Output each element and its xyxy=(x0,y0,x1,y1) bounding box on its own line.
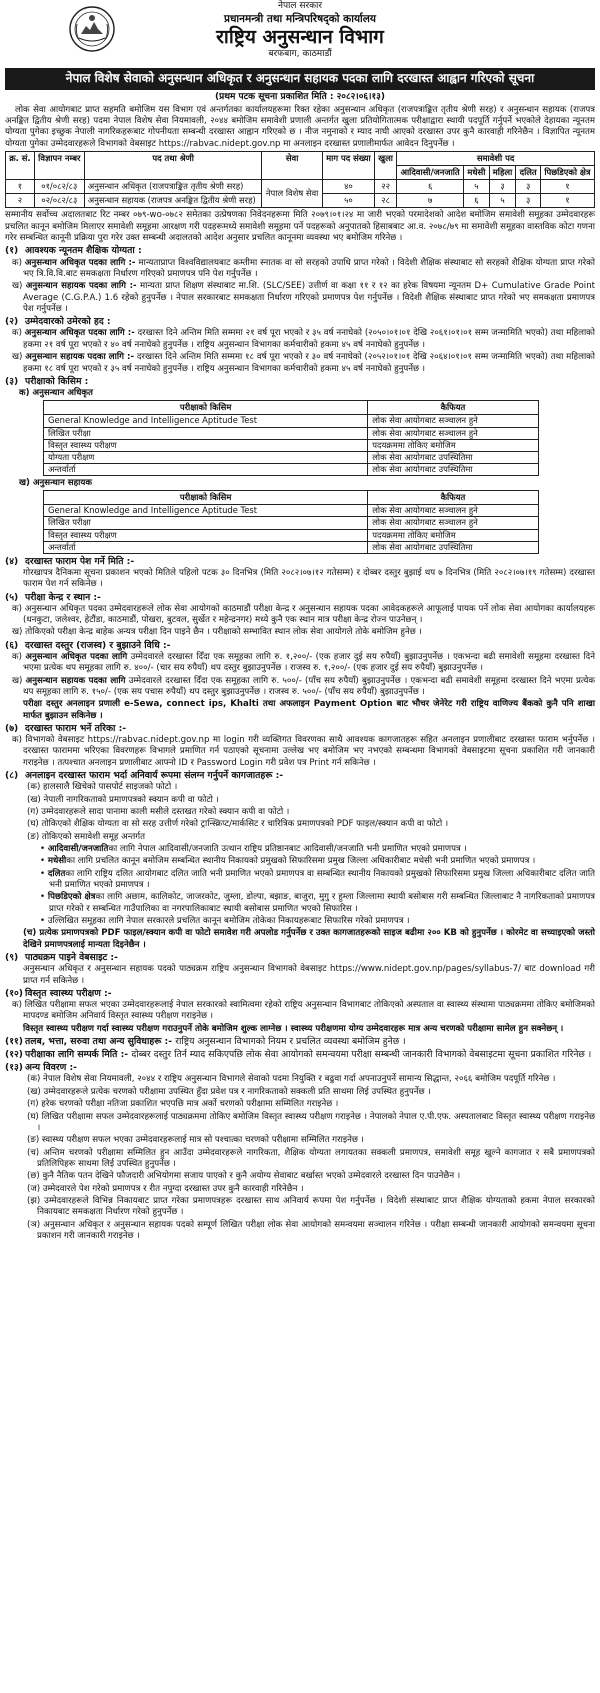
table-row xyxy=(44,451,539,463)
col-remarks: कैफियत xyxy=(368,401,538,415)
item-text: तोकिएको समावेशी समूह अन्तर्गत xyxy=(41,831,146,842)
cell-women: ३ xyxy=(489,180,516,194)
cell-remarks: लोक सेवा आयोगबाट सञ्चालन हुने xyxy=(368,415,538,427)
cell-remarks: लोक सेवा आयोगबाट सञ्चालन हुने xyxy=(368,517,538,529)
cell-madhesi: ६ xyxy=(464,194,489,208)
section-number: (१२) xyxy=(5,1049,23,1061)
cell-service: नेपाल विशेष सेवा xyxy=(262,180,322,208)
cell-adiwasi: ६ xyxy=(397,180,464,194)
item-text: उम्मेदवारले दरखास्त दिँदा एक समूहका लागि रु. ५००/- (पाँच सय रुपैयाँ) बुझाउनुपर्नेछ । एकभन्दा बढी समावेशी समूहमा दरखास्त दिने भएमा प्रत्येक थप समूहका लागि रु. १५०/- (एक सय पचास रुपैयाँ) थप दस्तुर बुझाउनुपर्नेछ । राजस्व रु. ५००/- (पाँच सय रुपैयाँ) बुझाउनुपर्नेछ । xyxy=(23,675,596,697)
section-other-heading xyxy=(5,1062,595,1074)
list-item xyxy=(5,1184,595,1195)
item-text: अनुसन्धान अधिकृत र अनुसन्धान सहायक पदको सम्पूर्ण लिखित परीक्षा लोक सेवा आयोगको समन्वयमा सञ्चालन गरिनेछ । परीक्षा सम्बन्धी जानकारी आयोगको समन्वयमा सूचना प्रकाशन गरी जानकारी गराइनेछ । xyxy=(37,1219,596,1241)
list-item xyxy=(5,782,595,793)
section-number: (१०) xyxy=(5,987,23,999)
publication-date: (प्रथम पटक सूचना प्रकाशित मिति : २०८२।०६।१३) xyxy=(215,91,385,102)
item-text: उम्मेदवारहरूले प्रत्येक चरणको परीक्षामा उपस्थित हुँदा प्रवेश पत्र र नागरिकताको सक्कली प्रति साथमा लिई उपस्थित हुनुपर्नेछ । xyxy=(43,1086,431,1097)
item-label: (क) xyxy=(27,782,41,793)
list-item xyxy=(5,807,595,818)
section-deadline-heading xyxy=(5,556,595,568)
item-label: क) xyxy=(12,603,22,614)
item-text: का लागि प्रचलित कानून बमोजिम सम्बन्धित स्थानीय निकायको प्रमुखको सिफारिसमा प्रमुख जिल्ला अधिकारीबाट मधेसी भनी प्रमाणित भएको प्रमाणपत्र । xyxy=(66,856,536,867)
item-text: तोकिएको परीक्षा केन्द्र बाहेक अन्यत्र परीक्षा दिन पाइने छैन । परीक्षाको सम्भावित स्थान लोक सेवा आयोगले तोके बमोजिम हुनेछ । xyxy=(25,627,422,638)
list-item xyxy=(5,352,595,375)
section-number: (१) xyxy=(5,245,19,257)
section-title: दरखास्त फाराम भर्ने तरिका :- xyxy=(25,722,127,734)
col-post: पद तथा श्रेणी xyxy=(84,152,262,180)
item-label: क) xyxy=(12,328,22,339)
cell-ad-no: ०२/०८२/८३ xyxy=(34,194,84,208)
list-item: • मधेसीका लागि प्रचलित कानून बमोजिम सम्बन्धित स्थानीय निकायको प्रमुखको सिफारिसमा प्रमुख जिल्ला अधिकारीबाट मधेसी भनी प्रमाणित भएको प्रमाणपत्र । xyxy=(40,856,536,867)
col-inclusive: समावेशी पद xyxy=(397,152,595,166)
item-text: का लागि अछाम, कालिकोट, जाजरकोट, जुम्ला, डोल्पा, बझाङ, बाजुरा, मुगु र हुम्ला जिल्लामा स्थायी बसोबास गरी सम्बन्धित जिल्लाबाट नै नागरिकताको प्रमाणपत्र प्राप्त गरेको र सम्बन्धित गाउँपालिका वा नगरपालिकाबाट स्थायी बसोबास प्रमाणित भएको सिफारिस । xyxy=(49,892,595,914)
item-text: उम्मेदवारहरूले सादा पानामा काली मसीले दस्तखत गरेको स्क्यान कपी वा फोटो । xyxy=(41,806,290,817)
section-number: (९) xyxy=(5,952,19,964)
section-exam-heading xyxy=(5,376,595,388)
item-text: मान्यता प्राप्त शिक्षण संस्थाबाट मा.शि. (SLC/SEE) उत्तीर्ण वा कक्षा ११ र १२ का हरेक विषयमा न्यूनतम D+ Cumulative Grade Point Average (C.G.P.A.) 1.6 रहेको हुनुपर्नेछ । नेपाल सरकारबाट समकक्षता निर्धारण गरिएको प्रमाणपत्र पेश गर्नुपर्नेछ । विदेशी शैक्षिक संस्थाबाट प्राप्त गरेको भए समकक्षता प्रमाणपत्र पेश गर्नुपर्नेछ । xyxy=(23,281,596,314)
item-text: कुनै नैतिक पतन देखिने फौजदारी अभियोगमा सजाय पाएको र कुनै अयोग्य सेवाबाट बर्खास्त भएको उम्मेदवारले दरखास्त दिन पाउनेछैन । xyxy=(42,1171,461,1182)
item-text: विभागको वेबसाइट https://rabvac.nidept.gov.np मा login गरी व्यक्तिगत विवरणका साथै आवश्यक कागजातहरू सहित अनलाइन प्रणालीबाट दरखास्त फाराम भर्नुपर्नेछ । दरखास्त फाराममा भरिएका विवरणहरू विभागले प्रमाणित गर्न पठाएको सूचनामा उल्लेख भए बमोजिम भए नभएको सम्बन्धमा विभागको वेबसाइटमा सूचना प्रकाशित गरी जानकारी गराइनेछ । तत्पश्चात अनलाइन प्रणालीबाट आफ्नो ID र Password Login गरी प्रवेश पत्र Print गर्न सकिनेछ । xyxy=(23,735,595,768)
item-label: क) xyxy=(19,388,30,398)
item-label: ख) xyxy=(12,627,23,638)
section-number: (१३) xyxy=(5,1062,23,1074)
item-label: ख) xyxy=(19,477,30,488)
col-remarks: कैफियत xyxy=(368,491,538,505)
cell-remarks: लोक सेवा आयोगबाट सञ्चालन हुने xyxy=(368,505,538,517)
list-item xyxy=(5,1099,595,1110)
cell-dalit: ३ xyxy=(516,194,540,208)
list-item xyxy=(5,832,595,843)
list-item xyxy=(5,1000,595,1023)
section-title: पाठ्यक्रम पाइने वेबसाइट :- xyxy=(25,952,118,964)
exam-officer-table xyxy=(43,400,539,476)
section-qualification-heading xyxy=(5,245,595,257)
item-label: (छ) xyxy=(27,1171,40,1182)
table-row xyxy=(44,541,539,553)
item-head: अनुसन्धान सहायक पदका लागि :- xyxy=(25,281,137,292)
section-title: अनलाइन दरखास्त फाराम भर्दा अनिवार्य रूपमा संलग्न गर्नुपर्ने कागजातहरू :- xyxy=(25,770,284,782)
col-exam-type: परीक्षाको किसिम xyxy=(44,401,368,415)
section-title: परीक्षा केन्द्र र स्थान :- xyxy=(25,591,101,603)
item-label: (ङ) xyxy=(27,831,40,842)
cell-exam-type: लिखित परीक्षा xyxy=(44,517,368,529)
item-text: हालसालै खिचेको पासपोर्ट साइजको फोटो । xyxy=(43,782,178,793)
item-label: (क) xyxy=(27,1074,41,1085)
item-label: क) xyxy=(12,257,22,268)
list-item xyxy=(5,652,595,675)
cell-exam-type: General Knowledge and Intelligence Aptitude Test xyxy=(44,505,368,517)
table-row xyxy=(44,505,539,517)
cell-madhesi: ५ xyxy=(464,180,489,194)
section-title: तलब, भत्ता, सरुवा तथा अन्य सुविधाहरू :- xyxy=(25,1036,173,1048)
list-item xyxy=(5,1220,595,1243)
list-item xyxy=(5,258,595,281)
list-item xyxy=(5,328,595,351)
list-item xyxy=(5,627,595,638)
section-number: (२) xyxy=(5,316,19,328)
item-head: दलित xyxy=(47,868,66,879)
salary-text: राष्ट्रिय अनुसन्धान विभागको नियम र प्रचलित व्यवस्था बमोजिम हुनेछ । xyxy=(175,1036,406,1048)
col-women: महिला xyxy=(489,166,516,180)
item-text: अनुसन्धान अधिकृत पदका उम्मेदवारहरूले लोक सेवा आयोगको काठमाडौं परीक्षा केन्द्र र अनुसन्धान सहायक पदका आवेदकहरूले आफूलाई पायक पर्ने लोक सेवा आयोगका कार्यालयहरू (धनकुटा, जलेश्वर, हेटौंडा, काठमाडौं, पोखरा, बुटवल, सुर्खेत र महेन्द्रनगर) मध्ये कुनै एक स्थान मात्र परीक्षा केन्द्र रोज्न पाउनेछन् । xyxy=(23,603,596,626)
deadline-text: गोरखापत्र दैनिकमा सूचना प्रकाशन भएको मितिले पहिलो पटक ३० दिनभित्र (मिति २०८२।०७।१२ गतेसम्म) र दोब्बर दस्तुर बुझाई थप ७ दिनभित्र (मिति २०८२।०७।१९ गतेसम्म) दरखास्त फाराम पेश गर्न सकिनेछ । xyxy=(23,567,595,590)
table-row xyxy=(44,529,539,541)
section-number: (४) xyxy=(5,555,19,567)
item-text: हरेक चरणको परीक्षा नतिजा प्रकाशित भएपछि मात्र अर्को चरणको परीक्षामा सम्मिलित गराइनेछ । xyxy=(41,1099,339,1110)
col-dalit: दलित xyxy=(516,166,540,180)
item-label: (ञ) xyxy=(27,1219,41,1230)
cell-remarks: पदयक्रममा तोकिए बमोजिम xyxy=(368,439,538,451)
office-name: प्रधानमन्त्री तथा मन्त्रिपरिषद्‌को कार्यालय xyxy=(224,12,376,25)
list-item xyxy=(5,281,595,315)
cell-remarks: लोक सेवा आयोगबाट उपस्थितिमा xyxy=(368,541,538,553)
list-item xyxy=(5,819,595,830)
exam-assistant-table xyxy=(43,490,539,553)
section-title: दरखास्त फाराम पेश गर्ने मिति :- xyxy=(25,555,135,567)
item-text: उल्लिखित समूहका लागि नेपाल सरकारले प्रचलित कानून बमोजिम तोकेका निकायहरूबाट सिफारिस गरेको प्रमाणपत्र । xyxy=(47,916,410,927)
item-head: अनुसन्धान सहायक xyxy=(32,477,92,488)
item-label: (घ) xyxy=(27,1111,39,1122)
section-fee-heading xyxy=(5,640,595,652)
cell-exam-type: अन्तर्वार्ता xyxy=(44,541,368,553)
item-text: का लागि राष्ट्रिय दलित आयोगबाट दलित जाति भनी प्रमाणित भएको प्रमाणपत्र वा सम्बन्धित स्थानीय निकायको प्रमुखको सिफारिसमा प्रमुख जिल्ला अधिकारीबाट दलित जाति भनी प्रमाणित भएको प्रमाणपत्र । xyxy=(49,868,595,890)
list-item xyxy=(5,604,595,627)
table-row xyxy=(44,439,539,451)
item-text: अन्तिम चरणको परीक्षामा सम्मिलित हुन आउँदा उम्मेदवारहरूले नागरिकता, शैक्षिक योग्यता लगायतका सक्कली प्रमाणपत्र, समावेशी समूह खुल्ने कागजात र सबै प्रमाणपत्रको प्रतिलिपिहरू साथमा लिई उपस्थित हुनुपर्नेछ । xyxy=(37,1147,596,1169)
item-head: अनुसन्धान सहायक पदका लागि xyxy=(25,675,126,686)
section-number: (७) xyxy=(5,722,19,734)
item-label: (ख) xyxy=(27,1086,41,1097)
item-label: क) xyxy=(12,651,22,662)
item-label: (झ) xyxy=(27,1195,41,1206)
section-title: अन्य विवरण :- xyxy=(25,1062,77,1074)
section-number: (११) xyxy=(5,1036,23,1048)
item-text: स्वास्थ्य परीक्षण सफल भएका उम्मेदवारहरूलाई मात्र सो पश्चात्का चरणको परीक्षामा सम्मिलित गराइनेछ । xyxy=(41,1135,364,1146)
item-label: ख) xyxy=(12,675,23,686)
list-item xyxy=(5,1087,595,1098)
letterhead xyxy=(5,0,595,64)
col-backward: पिछडिएको क्षेत्र xyxy=(540,166,594,180)
section-title: विस्तृत स्वास्थ्य परीक्षण :- xyxy=(25,987,112,999)
item-head: पिछडिएको क्षेत्र xyxy=(47,892,96,903)
table-row xyxy=(44,463,539,475)
item-head: अनुसन्धान अधिकृत पदका लागि xyxy=(25,651,128,662)
cell-post: अनुसन्धान सहायक (राजपत्र अनङ्कित द्वितीय श्रेणी सरह) xyxy=(84,194,262,208)
cell-sn: १ xyxy=(6,180,35,194)
item-label: ख) xyxy=(12,352,23,363)
section-number: (८) xyxy=(5,770,19,782)
table-row xyxy=(44,427,539,439)
item-text: लिखित परीक्षामा सफल भएका उम्मेदवारहरूलाई नेपाल सरकारको स्वामित्वमा रहेको राष्ट्रिय अनुसन्धान विभागबाट तोकिएको अस्पताल वा स्वास्थ्य संस्थामा पाठ्यक्रममा तोकिए बमोजिमको मापदण्ड बमोजिम अनिवार्य विस्तृत स्वास्थ्य परीक्षण गराइनेछ । xyxy=(23,1000,595,1022)
cell-exam-type: लिखित परीक्षा xyxy=(44,427,368,439)
section-title: परीक्षाको किसिम : xyxy=(25,375,89,387)
col-sn: क्र. सं. xyxy=(6,152,35,180)
col-adiwasi: आदिवासी/जनजाति xyxy=(397,166,464,180)
item-label: (ग) xyxy=(27,806,39,817)
exam-officer-title xyxy=(5,388,595,399)
item-head: अनुसन्धान अधिकृत xyxy=(32,388,93,398)
address: बरफबाग, काठमाडौं xyxy=(268,48,332,59)
col-ad-no: विज्ञापन नम्बर xyxy=(34,152,84,180)
item-label: (ज) xyxy=(27,1183,41,1194)
col-demand: माग पद संख्या xyxy=(322,152,374,180)
nepal-emblem-icon xyxy=(67,4,117,54)
list-item xyxy=(5,1074,595,1085)
section-contact-heading xyxy=(5,1049,595,1061)
section-title: दरखास्त दस्तुर (राजस्व) र बुझाउने विधि :- xyxy=(25,639,171,651)
item-label: ख) xyxy=(12,281,23,292)
col-exam-type: परीक्षाको किसिम xyxy=(44,491,368,505)
health-note: विस्तृत स्वास्थ्य परीक्षण गर्दा स्वास्थ्य परीक्षण गराउनुपर्ने तोके बमोजिम शुल्क लाग्नेछ । स्वास्थ्य परीक्षणमा योग्य उम्मेदवारहरू मात्र अन्य चरणको परीक्षामा सामेल हुन सक्नेछन् । xyxy=(23,1023,564,1034)
item-text: नेपाली नागरिकताको प्रमाणपत्रको स्क्यान कपी वा फोटो । xyxy=(43,794,219,805)
contact-text: दोब्बर दस्तुर तिर्न म्याद सकिएपछि लोक सेवा आयोगको समन्वयमा परीक्षा सम्बन्धी जानकारी विभागको वेबसाइटमा सूचना प्रकाशित गरिनेछ । xyxy=(131,1049,592,1061)
item-head: अनुसन्धान अधिकृत पदका लागि :- xyxy=(24,257,136,268)
court-note: सम्मानीय सर्वोच्च अदालतबाट रिट नम्बर ०७९-wo-०७८२ समेतका उत्प्रेषणका निवेदनहरूमा मिति २०७९।०१।२४ मा जारी भएको परमादेशको आदेश बमोजिम समावेशी समूहका उम्मेदवारहरू प्रचलित कानून बमोजिम मिलाएर समावेशी समूहमा आरक्षण गरी पदहरूमध्ये समावेशी समूहमा पर्ने पदहरूको अनुपातको हिसाबबाट आ.व. २०७८/७९ मा समावेशी समूहका वास्तविक कोटा गणना गरेर सम्बन्धित कानूनी प्रक्रिया पुरा गरेर उक्त सम्बन्धी अदालतको आदेश अनुसार प्रचलित कानूनमा व्यवस्था भए बमोजिम गरिनेछ । xyxy=(5,210,595,244)
cell-dalit: ३ xyxy=(516,180,540,194)
section-title: उम्मेदवारको उमेरको हद : xyxy=(25,316,111,328)
col-service: सेवा xyxy=(262,152,322,180)
cell-women: ५ xyxy=(489,194,516,208)
list-item xyxy=(5,1112,595,1135)
section-syllabus-heading xyxy=(5,952,595,964)
item-label: क) xyxy=(12,735,22,746)
item-label: (ख) xyxy=(27,794,41,805)
section-title: परीक्षाका लागि सम्पर्क मिति :- xyxy=(25,1049,129,1061)
item-text: नेपाल विशेष सेवा नियमावली, २०४४ र राष्ट्रिय अनुसन्धान विभागले सेवाको पदमा नियुक्ति र बढुवा गर्दा अपनाउनुपर्ने सामान्य सिद्धान्त, २०६६ बमोजिम पदपूर्ति गरिनेछ । xyxy=(43,1074,556,1085)
cell-remarks: लोक सेवा आयोगबाट उपस्थितिमा xyxy=(368,451,538,463)
payment-note: परीक्षा दस्तुर अनलाइन प्रणाली e-Sewa, connect ips, Khalti तथा अफलाइन Payment Option बाट भौचर जेनेरेट गरी राष्ट्रिय वाणिज्य बैंकको कुनै पनि शाखा मार्फत बुझाउन सकिनेछ । xyxy=(23,699,595,721)
section-health-heading xyxy=(5,988,595,1000)
section-howto-heading xyxy=(5,723,595,735)
cell-demand: ५० xyxy=(322,194,374,208)
item-text: दरखास्त दिने अन्तिम मिति सम्ममा २१ वर्ष पूरा भएको र ३५ वर्ष ननाघेको (२०५०।०१।०१ देखि २०६१।०१।०१ सम्म जन्मामिति भएको) तथा महिलाको हकमा २१ वर्ष पूरा भएको र ४० वर्ष ननाघेको हुनुपर्नेछ । राष्ट्रिय अनुसन्धान विभागका कर्मचारीको हकमा ४५ वर्ष ननाघेको हुनुपर्नेछ । xyxy=(23,328,596,350)
item-text: दरखास्त दिने अन्तिम मिति सम्ममा १८ वर्ष पूरा भएको र ३० वर्ष ननाघेको (२०५२।०१।०१ देखि २०६४।०१।०१ सम्म जन्मामिति भएको) तथा महिलाको हकमा १८ वर्ष पूरा भएको र ३५ वर्ष ननाघेको हुनुपर्नेछ । राष्ट्रिय अनुसन्धान विभागका कर्मचारीको हकमा ४५ वर्ष ननाघेको हुनुपर्नेछ । xyxy=(23,352,595,374)
col-madhesi: मधेसी xyxy=(464,166,489,180)
section-number: (३) xyxy=(5,375,19,387)
item-label: (घ) xyxy=(27,819,39,830)
cell-backward: १ xyxy=(540,194,594,208)
list-item xyxy=(5,1196,595,1219)
item-text: उम्मेदवारले पेश गरेको प्रमाणपत्र र रीत नपुग्दा दरखास्त उपर कुनै कारवाही गरिनेछैन । xyxy=(42,1183,304,1194)
table-row xyxy=(6,180,595,194)
item-text: मान्यताप्राप्त विश्वविद्यालयबाट कम्तीमा स्नातक वा सो सरहको उपाधि प्राप्त गरेको । विदेशी शैक्षिक संस्थाबाट सो सरहको शैक्षिक योग्यता प्राप्त गरेको भए त्रि.वि.वि.बाट समकक्षता निर्धारण गरिएको प्रमाणपत्र पनि पेश गर्नुपर्नेछ । xyxy=(23,257,596,279)
cell-backward: १ xyxy=(540,180,594,194)
list-item: • पिछडिएको क्षेत्रका लागि अछाम, कालिकोट, जाजरकोट, जुम्ला, डोल्पा, बझाङ, बाजुरा, मुगु र हुम्ला जिल्लामा स्थायी बसोबास गरी सम्बन्धित जिल्लाबाट नै नागरिकताको प्रमाणपत्र प्राप्त गरेको र सम्बन्धित गाउँपालिका वा नगरपालिकाबाट स्थायी बसोबास प्रमाणित भएको सिफारिस । xyxy=(40,892,595,914)
government-name: नेपाल सरकार xyxy=(277,1,323,11)
item-text: का लागि नेपाल आदिवासी/जनजाति उत्थान राष्ट्रिय प्रतिष्ठानबाट आदिवासी/जनजाति भनी प्रमाणित भएको प्रमाणपत्र । xyxy=(108,843,467,854)
exam-assistant-title xyxy=(5,478,595,489)
item-label: (ग) xyxy=(27,1099,39,1110)
section-center-heading xyxy=(5,592,595,604)
cell-exam-type: अन्तर्वार्ता xyxy=(44,463,368,475)
list-item xyxy=(5,1148,595,1171)
section-age-heading xyxy=(5,316,595,328)
list-item xyxy=(5,676,595,699)
table-row xyxy=(44,517,539,529)
section-title: आवश्यक न्यूनतम शैक्षिक योग्यता : xyxy=(25,245,142,257)
list-item: • उल्लिखित समूहका लागि नेपाल सरकारले प्रचलित कानून बमोजिम तोकेका निकायहरूबाट सिफारिस गरेको प्रमाणपत्र । xyxy=(40,916,410,927)
table-row xyxy=(44,415,539,427)
cell-open: २२ xyxy=(375,180,397,194)
cell-remarks: लोक सेवा आयोगबाट सञ्चालन हुने xyxy=(368,427,538,439)
col-open: खुला xyxy=(375,152,397,180)
cell-open: २८ xyxy=(375,194,397,208)
item-label: क) xyxy=(12,1000,22,1011)
section-docs-heading xyxy=(5,770,595,782)
cell-exam-type: विस्तृत स्वास्थ्य परीक्षण xyxy=(44,439,368,451)
cell-exam-type: योग्यता परीक्षण xyxy=(44,451,368,463)
department-name: राष्ट्रिय अनुसन्धान विभाग xyxy=(216,25,384,48)
intro-paragraph: लोक सेवा आयोगबाट प्राप्त सहमति बमोजिम यस विभाग एवं अन्तर्गतका कार्यालयहरूमा रिक्त रहेका अनुसन्धान अधिकृत (राजपत्राङ्कित तृतीय श्रेणी सरह) र अनुसन्धान सहायक (राजपत्र अनङ्कित द्वितीय श्रेणी सरह) पदमा नेपाल विशेष सेवा नियमावली, २०४४ बमोजिम समावेशी प्रणाली अन्तर्गत खुला प्रतियोगितात्मक परीक्षाद्वारा स्थायी पदपूर्ति गर्नुपर्ने भएकोले देहायका न्यूनतम योग्यता पुगेका इच्छुक नेपाली नागरिकहरूबाट गोपनीयता सम्बन्धी दरखास्त आह्वान गरिएको छ । नीज नमुनाको र म्याद नाघी आएको दरखास्त उपर कुनै कारवाही गरिनेछैन । विज्ञापित न्यूनतम योग्यता पुगेका उम्मेदवारहरूले विभागको वेबसाइट https://rabvac.nidept.gov.np मा अनलाइन दरखास्त प्रणालीमार्फत आवेदन दिनुपर्नेछ । xyxy=(5,104,595,149)
item-head: आदिवासी/जनजाति xyxy=(47,843,109,854)
item-text: तोकिएको शैक्षिक योग्यता वा सो सरह उत्तीर्ण गरेको ट्रान्स्क्रिप्ट/मार्कसिट र चारित्रिक प्रमाणपत्रको PDF फाइल/स्क्यान कपी वा फोटो । xyxy=(41,819,449,830)
list-item xyxy=(5,795,595,806)
item-head: अनुसन्धान सहायक पदका लागि :- xyxy=(25,352,135,363)
item-text: उम्मेदवारले दरखास्त दिँदा एक समूहका लागि रु. १,२००/- (एक हजार दुई सय रुपैयाँ) बुझाउनुपर्नेछ । एकभन्दा बढी समावेशी समूहमा दरखास्त दिने भएमा प्रत्येक थप समूहका लागि रु. ४००/- (चार सय रुपैयाँ) थप दस्तुर बुझाउनुपर्नेछ । राजस्व रु. १,२००/- (एक हजार दुई सय रुपैयाँ) बुझाउनुपर्नेछ । xyxy=(23,651,596,674)
list-item: • दलितका लागि राष्ट्रिय दलित आयोगबाट दलित जाति भनी प्रमाणित भएको प्रमाणपत्र वा सम्बन्धित स्थानीय निकायको प्रमुखको सिफारिसमा प्रमुख जिल्ला अधिकारीबाट दलित जाति भनी प्रमाणित भएको प्रमाणपत्र । xyxy=(40,868,595,890)
item-label: (ङ) xyxy=(27,1135,40,1146)
section-salary-heading xyxy=(5,1036,595,1048)
list-item xyxy=(5,735,595,769)
vacancy-table xyxy=(5,151,595,208)
docs-note: (च) प्रत्येक प्रमाणपत्रको PDF फाइल/स्क्यान कपी वा फोटो समावेश गरी अपलोड गर्नुपर्नेछ र उक्त कागजातहरूको साइज बढीमा २०० KB को हुनुपर्नेछ । कोरमेट वा सच्याइएको जस्तो देखिने प्रमाणपत्रलाई मान्यता दिइनेछैन । xyxy=(23,928,595,950)
cell-remarks: लोक सेवा आयोगबाट उपस्थितिमा xyxy=(368,463,538,475)
list-item xyxy=(5,1171,595,1182)
list-item xyxy=(5,1135,595,1146)
cell-post: अनुसन्धान अधिकृत (राजपत्राङ्कित तृतीय श्रेणी सरह) xyxy=(84,180,262,194)
list-item: • आदिवासी/जनजातिका लागि नेपाल आदिवासी/जनजाति उत्थान राष्ट्रिय प्रतिष्ठानबाट आदिवासी/जनजाति भनी प्रमाणित भएको प्रमाणपत्र । xyxy=(40,843,467,854)
section-number: (५) xyxy=(5,591,19,603)
item-head: अनुसन्धान अधिकृत पदका लागि :- xyxy=(24,328,135,339)
section-number: (६) xyxy=(5,639,19,651)
cell-sn: २ xyxy=(6,194,35,208)
cell-exam-type: General Knowledge and Intelligence Aptitude Test xyxy=(44,415,368,427)
notice-title: नेपाल विशेष सेवाको अनुसन्धान अधिकृत र अनुसन्धान सहायक पदका लागि दरखास्त आह्वान गरिएको सूचना xyxy=(5,68,595,90)
cell-adiwasi: ७ xyxy=(397,194,464,208)
item-head: मधेसी xyxy=(47,856,67,867)
cell-ad-no: ०१/०८२/८३ xyxy=(34,180,84,194)
syllabus-text: अनुसन्धान अधिकृत र अनुसन्धान सहायक पदको पाठ्यक्रम राष्ट्रिय अनुसन्धान विभागको वेबसाइट https://www.nidept.gov.np/pages/syllabus-7/ बाट download गरी प्राप्त गर्न सकिनेछ । xyxy=(23,964,595,986)
item-text: उम्मेदवारहरूले विभिन्न निकायबाट प्राप्त गरेका प्रमाणपत्रहरू दरखास्त साथ अनिवार्य रूपमा पेश गर्नुपर्नेछ । विदेशी संस्थाबाट प्राप्त शैक्षिक योग्यताको हकमा नेपाल सरकारको निकायबाट समकक्षता निर्धारण गरेको हुनुपर्नेछ । xyxy=(37,1195,595,1218)
cell-demand: ४० xyxy=(322,180,374,194)
cell-remarks: पदयक्रममा तोकिए बमोजिम xyxy=(368,529,538,541)
item-label: (च) xyxy=(27,1147,40,1158)
item-text: लिखित परीक्षामा सफल उम्मेदवारहरूलाई पाठ्यक्रममा तोकिए बमोजिम विस्तृत स्वास्थ्य परीक्षण गराइनेछ । नेपालको नेपाल ए.पी.एफ. अस्पतालबाट विस्तृत स्वास्थ्य परीक्षण गराइनेछ । xyxy=(37,1111,595,1133)
cell-exam-type: विस्तृत स्वास्थ्य परीक्षण xyxy=(44,529,368,541)
